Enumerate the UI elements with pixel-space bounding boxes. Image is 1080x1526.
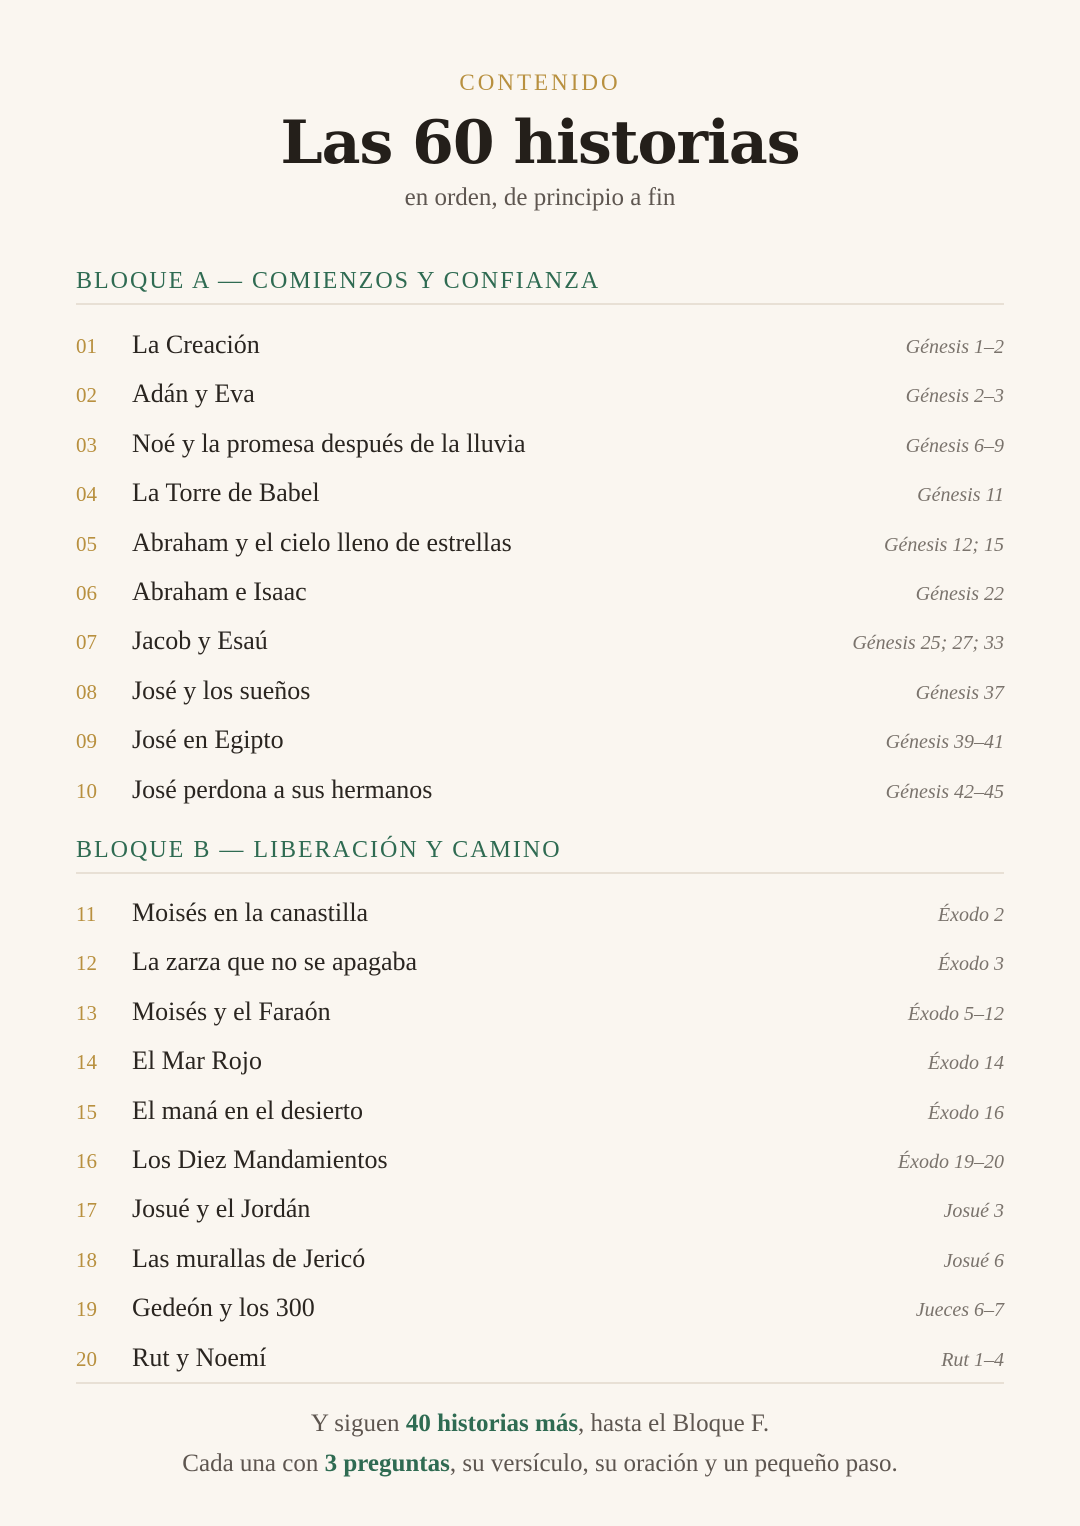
story-number: 18 <box>76 1247 97 1272</box>
story-row <box>76 765 1004 814</box>
block-b-story-list <box>76 888 1004 1382</box>
story-title: Las murallas de Jericó <box>132 1243 366 1273</box>
story-title: Jacob y Esaú <box>132 626 268 656</box>
story-reference: Rut 1–4 <box>941 1348 1004 1371</box>
story-title: Abraham y el cielo lleno de estrellas <box>132 527 512 557</box>
footer-divider <box>76 1382 1004 1384</box>
contents-page <box>76 0 1004 1526</box>
story-reference: Génesis 2–3 <box>905 385 1004 408</box>
footer-highlight: 40 historias más <box>405 1410 579 1437</box>
story-title: La Torre de Babel <box>132 478 320 508</box>
footer-text: Cada una con <box>182 1450 325 1477</box>
story-title: Abraham e Isaac <box>132 576 307 606</box>
story-number: 05 <box>76 531 97 556</box>
footer-note <box>76 1404 1004 1484</box>
story-row <box>76 1184 1004 1233</box>
story-number: 04 <box>76 482 97 507</box>
story-title: José perdona a sus hermanos <box>132 774 433 804</box>
story-title: José en Egipto <box>132 725 284 755</box>
story-number: 11 <box>76 902 97 926</box>
story-row <box>76 715 1004 764</box>
footer-text: Y siguen <box>310 1410 406 1437</box>
story-title: José y los sueños <box>132 675 311 705</box>
footer-text: , hasta el Bloque F. <box>578 1410 770 1437</box>
story-number: 13 <box>76 1000 97 1025</box>
story-number: 14 <box>76 1050 97 1075</box>
story-row <box>76 518 1004 567</box>
story-number: 16 <box>76 1148 97 1173</box>
story-row <box>76 1234 1004 1283</box>
story-number: 20 <box>76 1346 97 1371</box>
story-title: La Creación <box>132 330 260 359</box>
story-row <box>76 1333 1004 1382</box>
story-number: 09 <box>76 729 97 754</box>
story-row <box>76 468 1004 517</box>
story-row <box>76 666 1004 715</box>
block-b-heading: BLOQUE B — LIBERACIÓN Y CAMINO <box>76 837 1004 874</box>
story-number: 01 <box>76 334 97 358</box>
story-reference: Génesis 1–2 <box>905 336 1004 358</box>
story-reference: Génesis 39–41 <box>885 731 1004 754</box>
story-reference: Éxodo 19–20 <box>897 1150 1004 1173</box>
story-reference: Génesis 22 <box>915 582 1004 605</box>
story-title: Moisés en la canastilla <box>132 898 369 927</box>
story-reference: Génesis 11 <box>917 484 1004 507</box>
story-title: Rut y Noemí <box>132 1342 267 1372</box>
story-row <box>76 567 1004 616</box>
story-title: Josué y el Jordán <box>132 1194 311 1224</box>
story-row <box>76 987 1004 1036</box>
section-eyebrow: CONTENIDO <box>459 70 621 95</box>
story-title: El Mar Rojo <box>132 1046 262 1076</box>
story-reference: Josué 6 <box>943 1249 1004 1272</box>
story-number: 10 <box>76 778 97 803</box>
story-row <box>76 1086 1004 1135</box>
story-reference: Génesis 25; 27; 33 <box>852 632 1004 655</box>
story-reference: Génesis 42–45 <box>885 780 1004 803</box>
story-title: Adán y Eva <box>132 379 255 409</box>
story-number: 08 <box>76 679 97 704</box>
story-row <box>76 937 1004 986</box>
story-row <box>76 320 1004 369</box>
footer-highlight: 3 preguntas <box>324 1450 450 1477</box>
story-reference: Éxodo 16 <box>927 1101 1004 1124</box>
story-title: Moisés y el Faraón <box>132 996 331 1026</box>
footer-line-2 <box>76 1444 1004 1484</box>
story-reference: Éxodo 14 <box>927 1052 1004 1075</box>
footer-text: , su versículo, su oración y un pequeño paso. <box>449 1450 898 1477</box>
story-title: El maná en el desierto <box>132 1095 364 1125</box>
story-number: 19 <box>76 1297 97 1322</box>
block-a-story-list <box>76 320 1004 814</box>
page-title: Las 60 historias <box>280 108 800 178</box>
story-title: La zarza que no se apagaba <box>132 947 418 977</box>
story-number: 12 <box>76 951 97 976</box>
story-row <box>76 1135 1004 1184</box>
story-row <box>76 616 1004 665</box>
story-number: 17 <box>76 1198 97 1223</box>
story-reference: Éxodo 2 <box>937 904 1004 926</box>
footer-line-1 <box>76 1404 1004 1444</box>
story-title: Noé y la promesa después de la lluvia <box>132 428 526 458</box>
story-number: 02 <box>76 383 97 408</box>
story-number: 07 <box>76 630 97 655</box>
story-reference: Jueces 6–7 <box>915 1299 1004 1322</box>
story-reference: Génesis 6–9 <box>905 434 1004 457</box>
block-a-heading: BLOQUE A — COMIENZOS Y CONFIANZA <box>76 268 1004 305</box>
story-reference: Génesis 12; 15 <box>884 533 1004 556</box>
story-reference: Éxodo 5–12 <box>907 1002 1004 1025</box>
story-number: 06 <box>76 580 97 605</box>
story-row <box>76 369 1004 418</box>
story-row <box>76 1283 1004 1332</box>
story-number: 15 <box>76 1099 97 1124</box>
story-title: Gedeón y los 300 <box>132 1293 315 1323</box>
story-number: 03 <box>76 432 97 457</box>
story-reference: Éxodo 3 <box>937 953 1004 976</box>
story-title: Los Diez Mandamientos <box>132 1144 388 1174</box>
story-row <box>76 888 1004 937</box>
page-subtitle: en orden, de principio a fin <box>404 184 676 211</box>
story-reference: Josué 3 <box>943 1200 1004 1223</box>
story-row <box>76 1036 1004 1085</box>
story-row <box>76 419 1004 468</box>
story-reference: Génesis 37 <box>915 681 1004 704</box>
